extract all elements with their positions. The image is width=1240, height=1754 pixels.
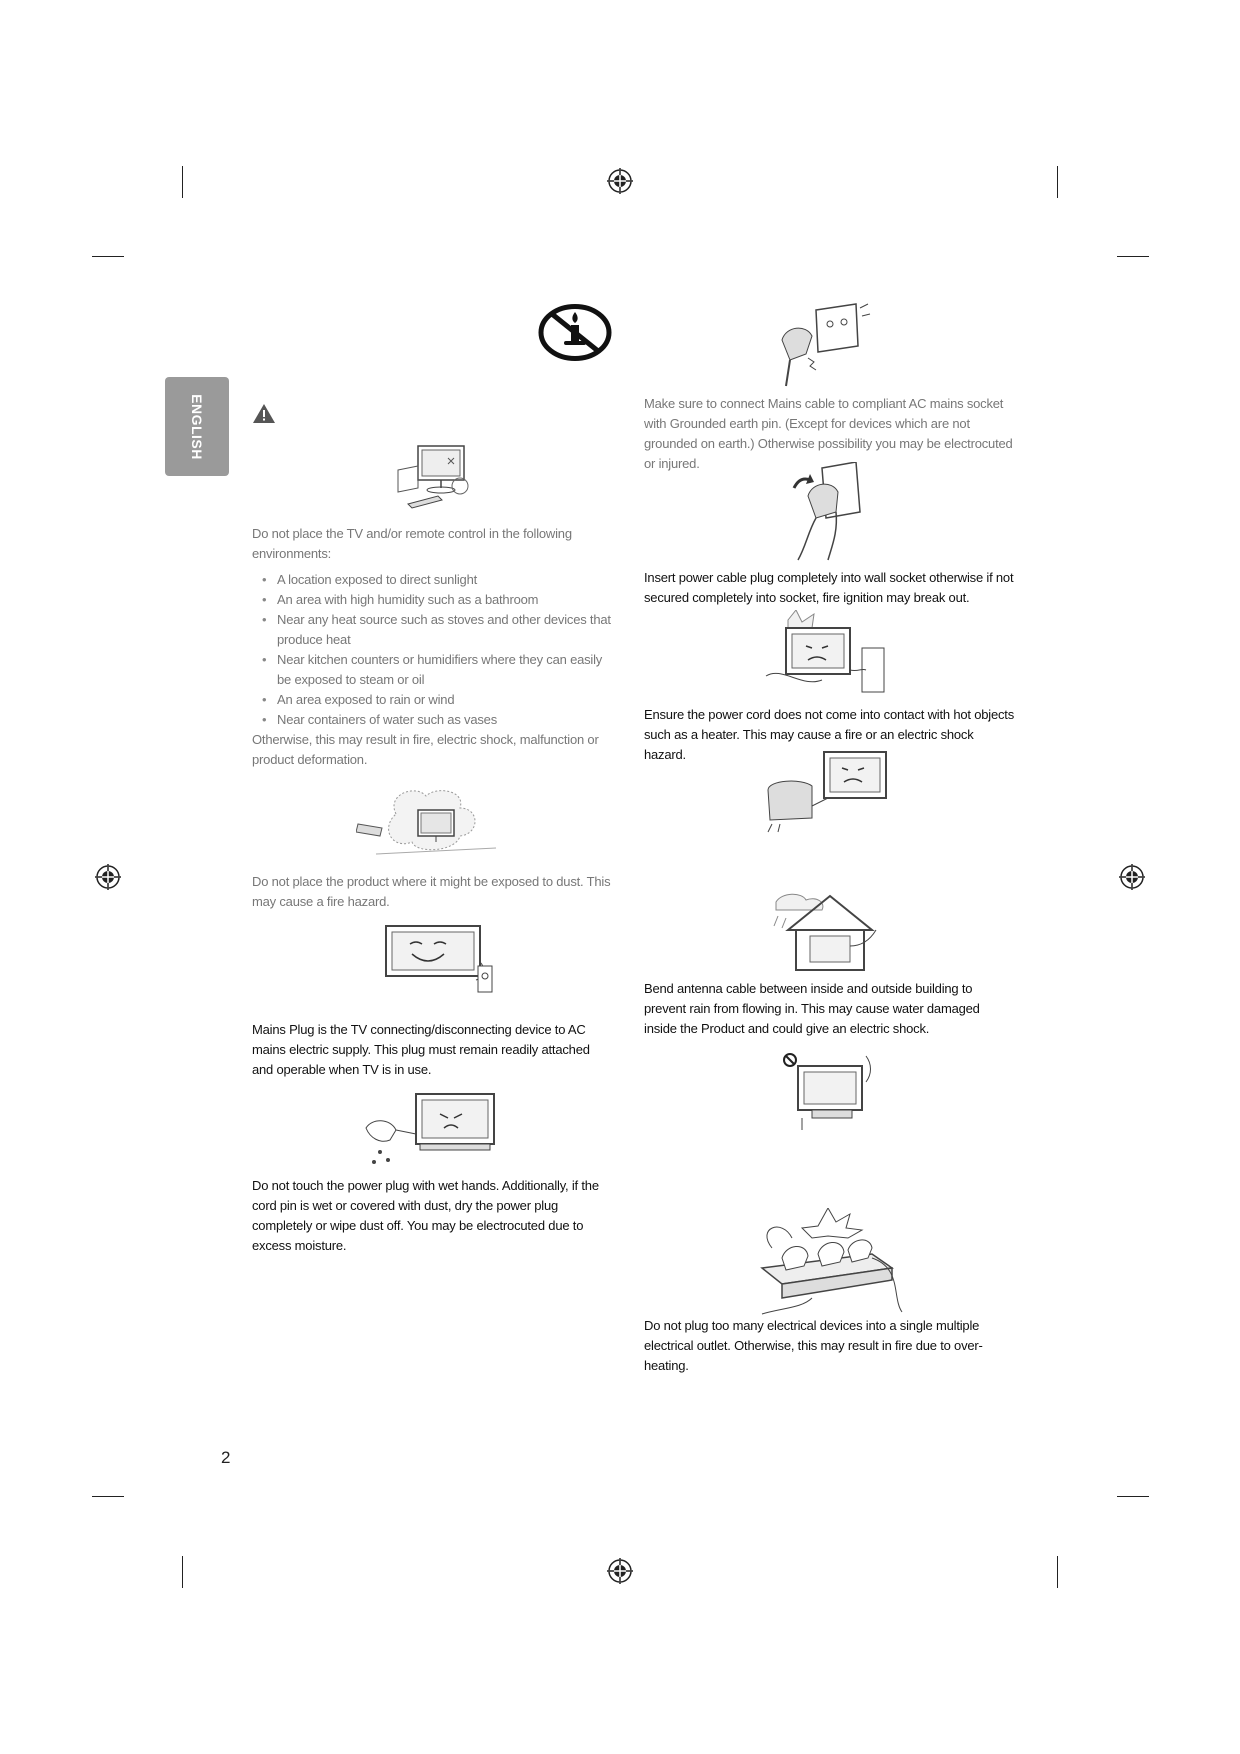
wet-hands-illustration <box>360 1088 508 1168</box>
tv-prohibited-illustration <box>782 1052 878 1134</box>
warning-triangle-icon <box>252 403 276 424</box>
registration-mark-icon <box>1119 864 1145 890</box>
dust-text: Do not place the product where it might be exposed to dust. This may cause a fire hazard. <box>252 874 611 909</box>
registration-mark-icon <box>607 168 633 194</box>
tv-environment-illustration <box>388 440 486 516</box>
list-item: • An area with high humidity such as a bathroom <box>252 590 612 610</box>
dust-illustration <box>356 784 504 860</box>
hot-objects-illustration <box>762 610 890 700</box>
tv-heater-illustration <box>762 750 890 836</box>
antenna-house-illustration <box>766 890 890 972</box>
list-item: • Near kitchen counters or humidifiers where they can easily be exposed to steam or oil <box>252 650 612 690</box>
insert-plug-illustration <box>788 462 864 562</box>
environments-list <box>252 570 612 730</box>
language-tab <box>165 377 229 476</box>
crop-mark <box>92 1496 124 1497</box>
hot-objects-text: Ensure the power cord does not come into contact with hot objects such as a heater. This may cause a fire or an electric shock hazard. <box>644 707 1014 762</box>
crop-mark <box>1057 1556 1058 1588</box>
page-number: 2 <box>221 1448 231 1467</box>
list-item: • A location exposed to direct sunlight <box>252 570 612 590</box>
no-open-flame-icon <box>538 303 612 362</box>
registration-mark-icon <box>95 864 121 890</box>
list-item: • Near containers of water such as vases <box>252 710 612 730</box>
wet-hands-text: Do not touch the power plug with wet hands. Additionally, if the cord pin is wet or covered with dust, dry the power plug completely or wipe dust off. You may be electrocuted due to excess moisture. <box>252 1178 599 1253</box>
crop-mark <box>1057 166 1058 198</box>
multi-outlet-text: Do not plug too many electrical devices into a single multiple electrical outlet. Otherwise, this may result in fire due to over-heating. <box>644 1318 983 1373</box>
registration-mark-icon <box>607 1558 633 1584</box>
environments-intro: Do not place the TV and/or remote control in the following environments: <box>252 526 572 561</box>
crop-mark <box>1117 256 1149 257</box>
crop-mark <box>182 1556 183 1588</box>
crop-mark <box>92 256 124 257</box>
grounded-socket-illustration <box>776 300 872 388</box>
language-tab-label: ENGLISH <box>189 393 205 460</box>
list-item: • Near any heat source such as stoves and other devices that produce heat <box>252 610 612 650</box>
list-item: • An area exposed to rain or wind <box>252 690 612 710</box>
grounded-text: Make sure to connect Mains cable to compliant AC mains socket with Grounded earth pin. (Except for devices which are not grounded on earth.) Otherwise possibility you may be electrocuted or injured. <box>644 396 1013 471</box>
environments-outro: Otherwise, this may result in fire, electric shock, malfunction or product deformation. <box>252 732 599 767</box>
insert-plug-text: Insert power cable plug completely into wall socket otherwise if not secured completely into socket, fire ignition may break out. <box>644 570 1014 605</box>
mains-plug-text: Mains Plug is the TV connecting/disconnecting device to AC mains electric supply. This plug must remain readily attached and operable when TV is in use. <box>252 1022 590 1077</box>
crop-mark <box>182 166 183 198</box>
antenna-text: Bend antenna cable between inside and outside building to prevent rain from flowing in. This may cause water damaged inside the Product and could give an electric shock. <box>644 981 980 1036</box>
multiple-outlet-illustration <box>752 1208 904 1318</box>
crop-mark <box>1117 1496 1149 1497</box>
mains-plug-illustration <box>366 922 502 998</box>
